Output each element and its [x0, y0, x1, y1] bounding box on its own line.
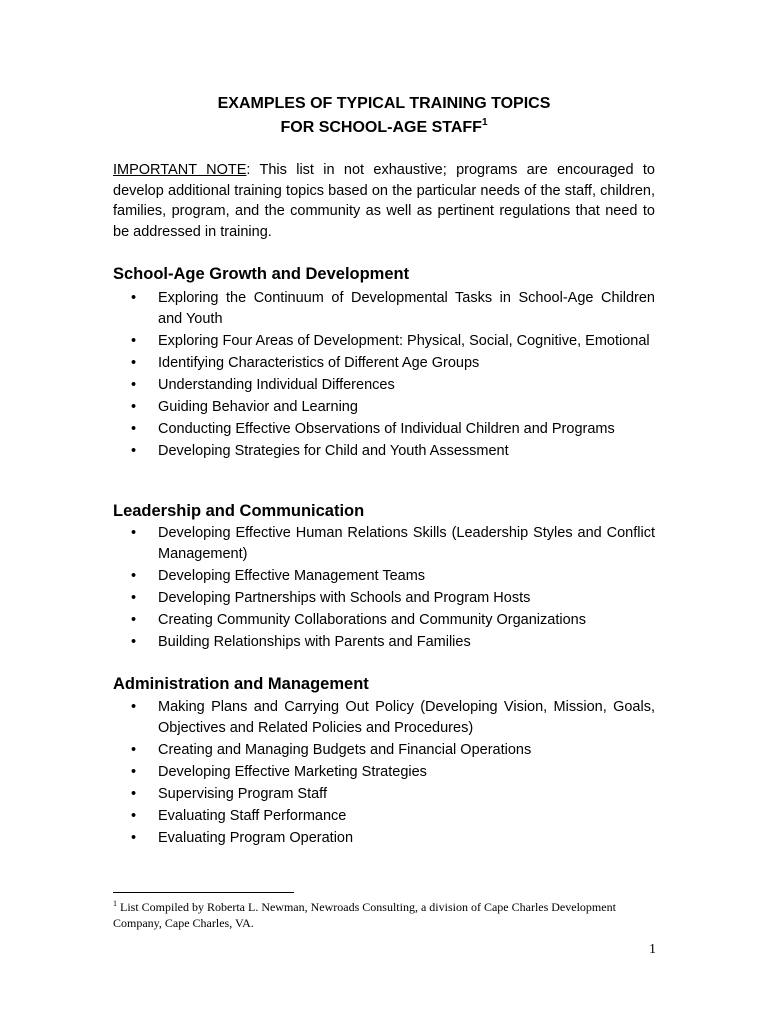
bullet-icon: • [131, 525, 137, 541]
bullet-icon: • [131, 633, 137, 650]
list-item [113, 806, 655, 827]
bullet-icon: • [131, 763, 137, 780]
list-item-text: Developing Partnerships with Schools and Program Hosts [158, 589, 531, 606]
list-item [113, 588, 655, 609]
list-item-text: Identifying Characteristics of Different Age Groups [158, 354, 480, 371]
list-item [113, 784, 655, 805]
bullet-icon: • [131, 376, 137, 393]
bullet-icon: • [131, 354, 137, 371]
page-title-line-2 [0, 118, 768, 138]
list-item-text: Guiding Behavior and Learning [158, 398, 358, 415]
bullet-icon: • [131, 332, 137, 349]
list-item-text: Understanding Individual Differences [158, 376, 395, 393]
list-item-text: Building Relationships with Parents and Families [158, 633, 471, 650]
footnote-marker: 1 [113, 899, 117, 908]
list-item-text: Developing Effective Management Teams [158, 567, 426, 584]
important-note-label: IMPORTANT NOTE [113, 162, 247, 178]
list-item [113, 419, 655, 440]
list-item-text: Exploring the Continuum of Developmental Tasks in School-Age Children and Youth [158, 290, 655, 327]
list-item-text: Developing Effective Human Relations Skills (Leadership Styles and Conflict Management) [158, 525, 655, 562]
list-item-text: Evaluating Program Operation [158, 829, 354, 846]
footnote-divider [113, 892, 294, 893]
section-heading-leadership-communication: Leadership and Communication [113, 502, 365, 520]
bullet-icon: • [131, 785, 137, 802]
footnote [113, 899, 658, 931]
topic-list-administration-management [113, 697, 655, 850]
list-item-text: Creating and Managing Budgets and Financial Operations [158, 741, 532, 758]
bullet-icon: • [131, 829, 137, 846]
list-item [113, 740, 655, 761]
title-text-1: EXAMPLES OF TYPICAL TRAINING TOPICS [217, 95, 551, 112]
list-item-text: Evaluating Staff Performance [158, 807, 347, 824]
list-item-text: Conducting Effective Observations of Individual Children and Programs [158, 420, 615, 437]
important-note [113, 160, 655, 242]
list-item-text: Developing Strategies for Child and Youth Assessment [158, 442, 509, 459]
list-item [113, 697, 655, 738]
bullet-icon: • [131, 741, 137, 758]
bullet-icon: • [131, 611, 137, 628]
bullet-icon: • [131, 589, 137, 606]
list-item-text: Exploring Four Areas of Development: Physical, Social, Cognitive, Emotional [158, 332, 650, 349]
list-item-text: Making Plans and Carrying Out Policy (Developing Vision, Mission, Goals, Objectives and Related Policies and Procedures) [158, 699, 655, 736]
bullet-icon: • [131, 442, 137, 459]
list-item [113, 397, 655, 418]
page-number: 1 [649, 942, 656, 957]
list-item [113, 762, 655, 783]
bullet-icon: • [131, 420, 137, 437]
topic-list-leadership-communication [113, 523, 655, 654]
bullet-icon: • [131, 567, 137, 584]
list-item [113, 566, 655, 587]
list-item-text: Developing Effective Marketing Strategies [158, 763, 427, 780]
title-text-2: FOR SCHOOL-AGE STAFF [280, 119, 482, 136]
bullet-icon: • [131, 290, 137, 306]
section-heading-growth-development: School-Age Growth and Development [113, 265, 410, 283]
list-item [113, 632, 655, 653]
list-item-text: Supervising Program Staff [158, 785, 327, 802]
page-title-line-1 [0, 94, 768, 114]
bullet-icon: • [131, 398, 137, 415]
section-heading-administration-management: Administration and Management [113, 675, 369, 693]
topic-list-growth-development [113, 288, 655, 463]
list-item [113, 828, 655, 849]
title-footnote-marker: 1 [481, 117, 488, 128]
important-note-text: : This list in not exhaustive; programs are encouraged to develop additional training topics based on the particular needs of the staff, children, families, program, and the community as well as pertinent regulations that need to be addressed in training. [113, 162, 655, 240]
list-item [113, 523, 655, 564]
list-item [113, 353, 655, 374]
list-item [113, 288, 655, 329]
list-item [113, 331, 655, 352]
list-item [113, 441, 655, 462]
footnote-text: List Compiled by Roberta L. Newman, Newroads Consulting, a division of Cape Charles Development Company, Cape Charles, VA. [113, 900, 616, 930]
list-item [113, 610, 655, 631]
list-item-text: Creating Community Collaborations and Community Organizations [158, 611, 586, 628]
list-item [113, 375, 655, 396]
bullet-icon: • [131, 699, 137, 715]
bullet-icon: • [131, 807, 137, 824]
